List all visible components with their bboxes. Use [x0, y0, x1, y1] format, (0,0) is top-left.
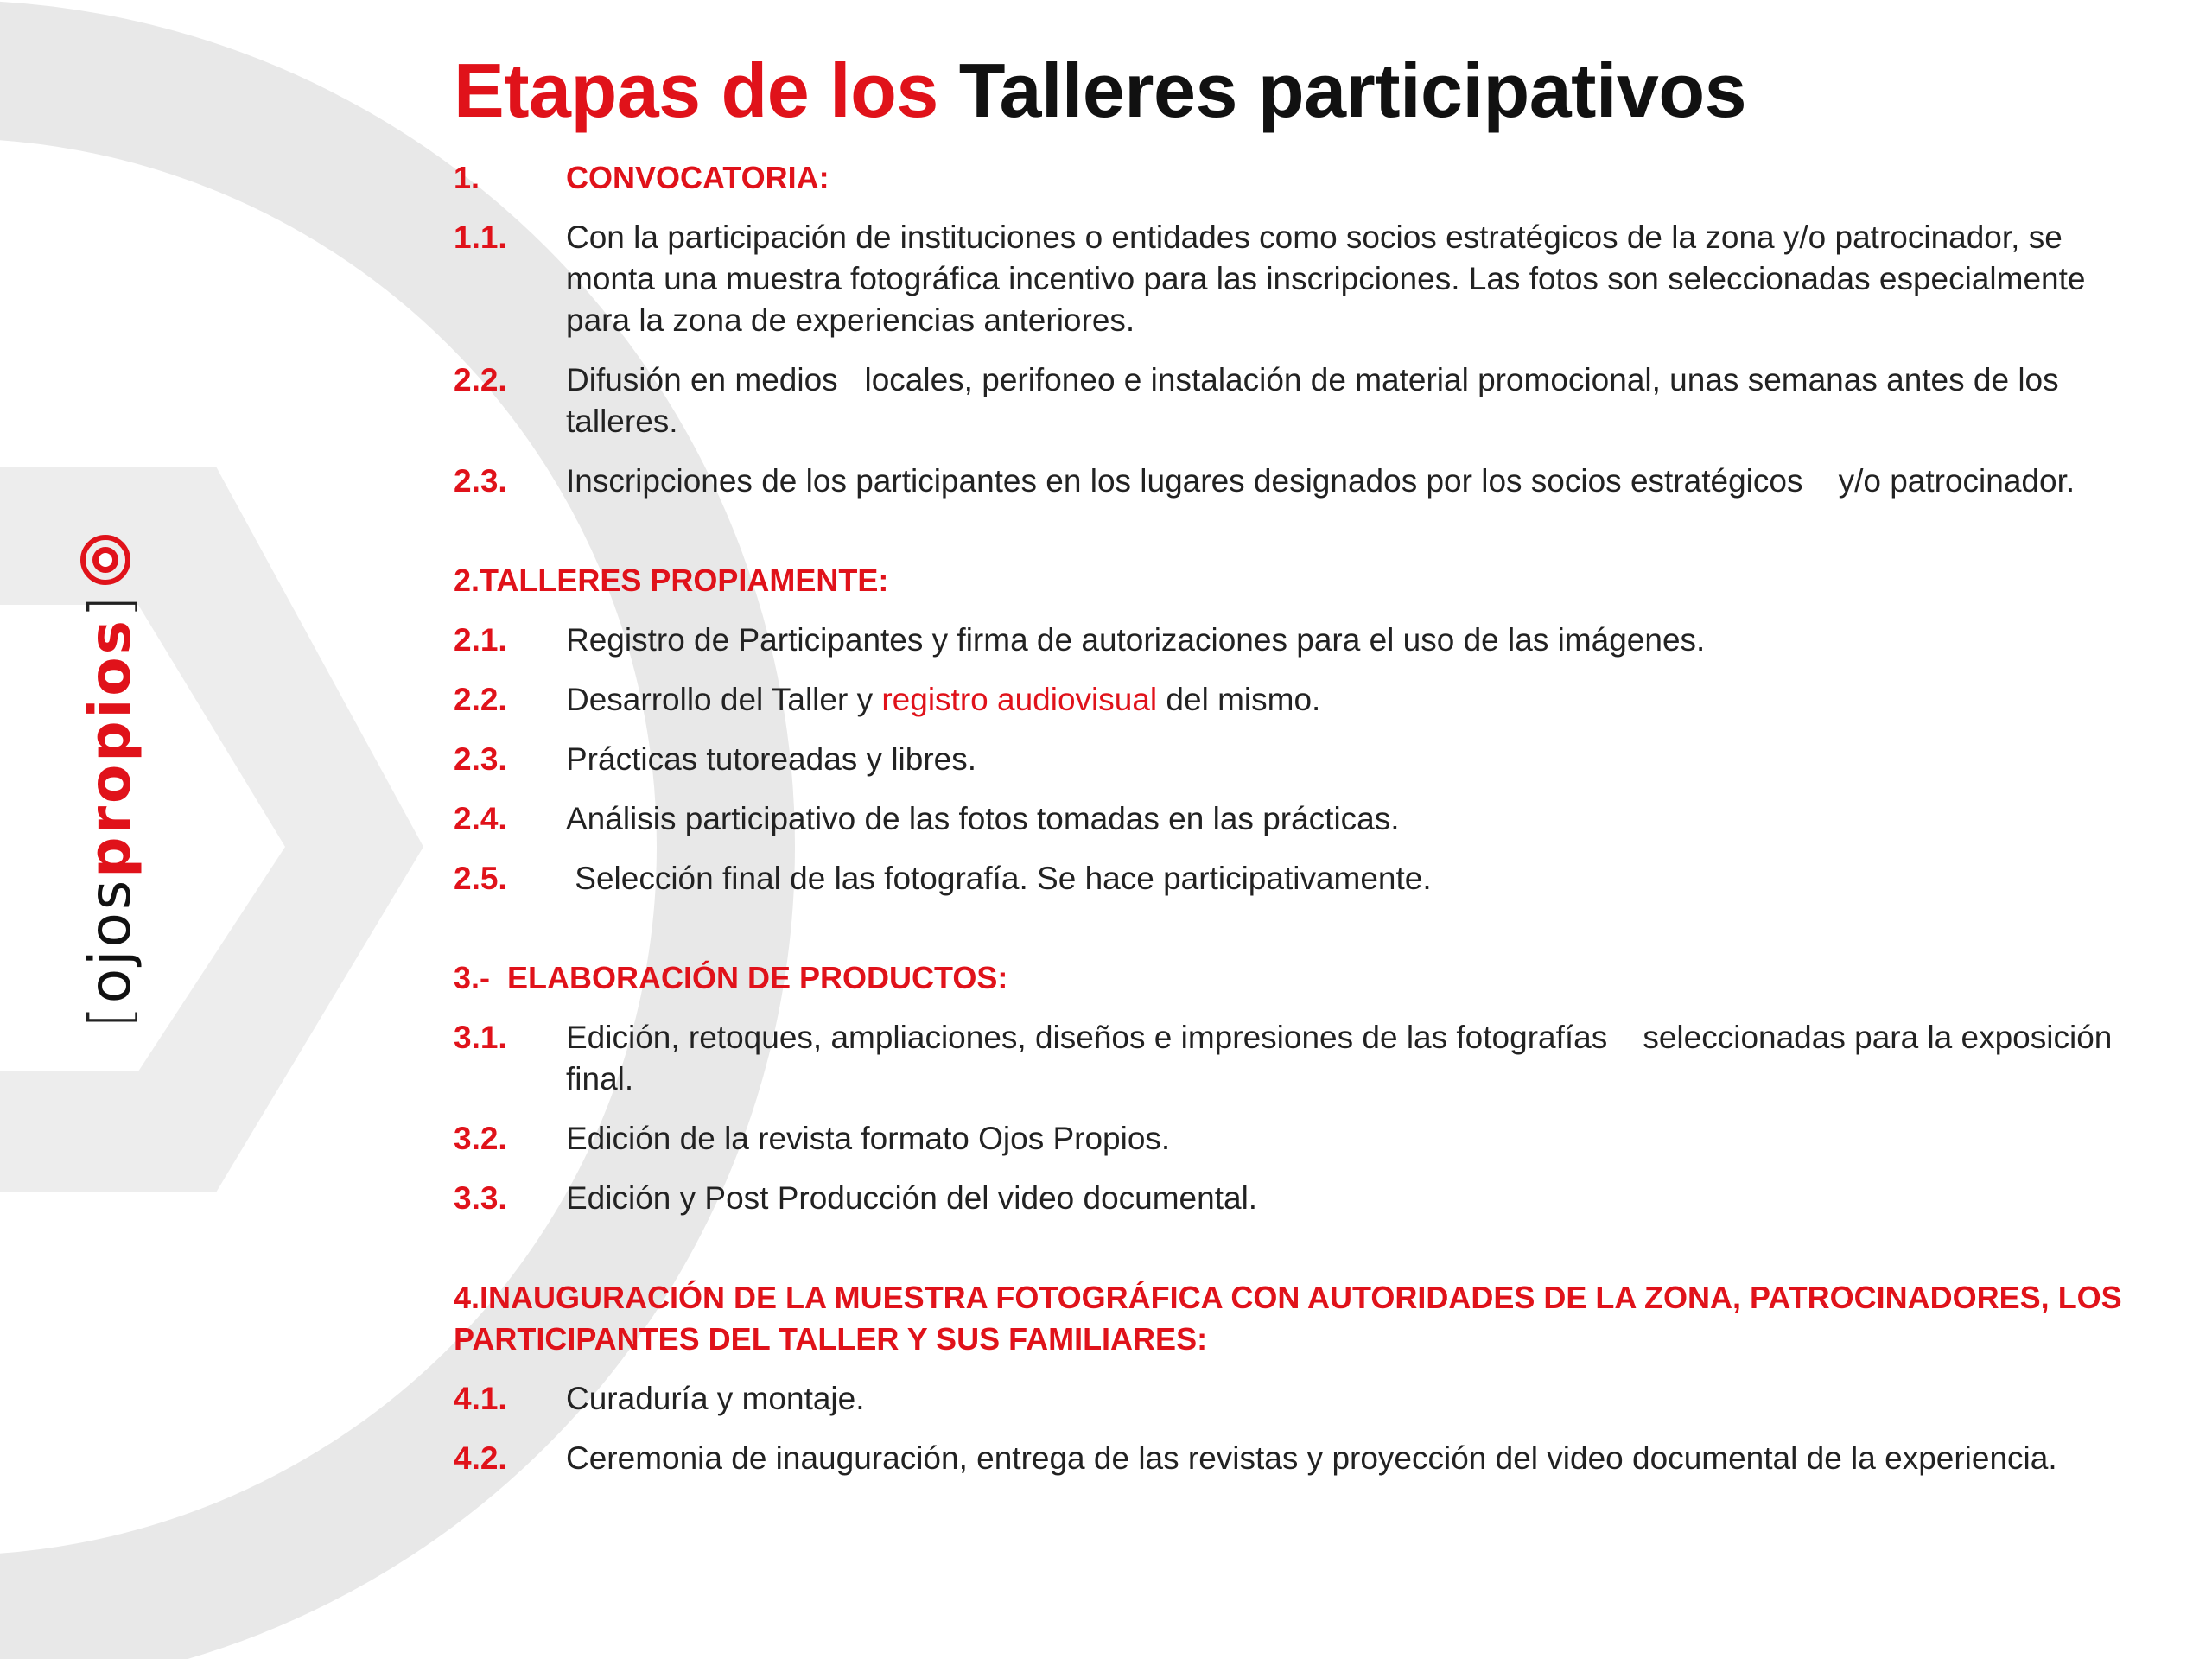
section-title: 2.TALLERES PROPIAMENTE: — [454, 563, 889, 598]
item-number: 1.1. — [454, 219, 507, 255]
list-item — [454, 739, 2147, 780]
list-item — [454, 461, 2147, 502]
item-number: 2.1. — [454, 622, 507, 658]
item-number: 2.2. — [454, 682, 507, 717]
item-number: 4.1. — [454, 1381, 507, 1416]
item-number: 3.2. — [454, 1121, 507, 1156]
list-item — [454, 217, 2147, 341]
logo-propios: propios — [76, 618, 143, 878]
logo-bracket-close: ] — [76, 593, 143, 619]
section-title: 3.- ELABORACIÓN DE PRODUCTOS: — [454, 960, 1008, 995]
item-text: Análisis participativo de las fotos tomadas en las prácticas. — [566, 801, 1400, 836]
item-text-after: del mismo. — [1157, 682, 1321, 717]
section-number: 1. — [454, 160, 480, 195]
list-item — [454, 1378, 2147, 1420]
list-item — [454, 858, 2147, 899]
list-item — [454, 679, 2147, 721]
item-text: Edición de la revista formato Ojos Propios. — [566, 1121, 1171, 1156]
list-item — [454, 1118, 2147, 1160]
logo-bracket-open: [ — [76, 1003, 143, 1028]
section-heading — [454, 1277, 2147, 1360]
item-text: Prácticas tutoreadas y libres. — [566, 741, 977, 777]
item-text: Registro de Participantes y firma de autorizaciones para el uso de las imágenes. — [566, 622, 1706, 658]
item-text: Edición y Post Producción del video documental. — [566, 1180, 1258, 1216]
item-text: Selección final de las fotografía. Se hace participativamente. — [566, 861, 1432, 896]
item-number: 2.4. — [454, 801, 507, 836]
logo-eye-icon — [79, 534, 141, 586]
item-text — [566, 679, 2147, 721]
section-inauguracion — [454, 1277, 2147, 1479]
item-text-before: Desarrollo del Taller y — [566, 682, 882, 717]
section-talleres — [454, 560, 2147, 899]
item-number: 2.3. — [454, 463, 507, 499]
item-text: Con la participación de instituciones o entidades como socios estratégicos de la zona y/o patrocinador, se monta una muestra fotográfica incentivo para las inscripciones. Las fotos son seleccionadas especialmente para la zona de experiencias anteriores. — [566, 219, 2086, 338]
list-item — [454, 359, 2147, 442]
section-title: 4.INAUGURACIÓN DE LA MUESTRA FOTOGRÁFICA CON AUTORIDADES DE LA ZONA, PATROCINADORES, LOS PARTICIPANTES DEL TALLER Y SUS FAMILIARES: — [454, 1280, 2122, 1357]
logo-ojos: ojos — [76, 877, 143, 1004]
item-number: 3.3. — [454, 1180, 507, 1216]
slide-content — [454, 43, 2147, 1479]
section-elaboracion — [454, 957, 2147, 1219]
list-item — [454, 1438, 2147, 1479]
item-text: Ceremonia de inauguración, entrega de las revistas y proyección del video documental de la experiencia. — [566, 1440, 2057, 1476]
list-item — [454, 1017, 2147, 1100]
item-number: 2.5. — [454, 861, 507, 896]
section-heading — [454, 157, 2147, 199]
page-title — [454, 43, 2147, 138]
section-title: CONVOCATORIA: — [566, 160, 830, 195]
item-text: Inscripciones de los participantes en los lugares designados por los socios estratégicos y/o patrocinador. — [566, 463, 2075, 499]
item-number: 4.2. — [454, 1440, 507, 1476]
title-red-part: Etapas de los — [454, 48, 938, 133]
section-convocatoria — [454, 157, 2147, 502]
section-heading — [454, 957, 2147, 999]
list-item — [454, 620, 2147, 661]
item-number: 3.1. — [454, 1020, 507, 1055]
item-text: Edición, retoques, ampliaciones, diseños e impresiones de las fotografías seleccionadas para la exposición final. — [566, 1020, 2121, 1096]
registro-audiovisual-highlight: registro audiovisual — [881, 682, 1158, 717]
section-heading — [454, 560, 2147, 601]
item-number: 2.3. — [454, 741, 507, 777]
item-number: 2.2. — [454, 362, 507, 397]
list-item — [454, 798, 2147, 840]
list-item — [454, 1178, 2147, 1219]
title-black-part: Talleres participativos — [958, 48, 1747, 133]
item-text: Difusión en medios locales, perifoneo e instalación de material promocional, unas semanas antes de los talleres. — [566, 362, 2068, 439]
item-text: Curaduría y montaje. — [566, 1381, 865, 1416]
